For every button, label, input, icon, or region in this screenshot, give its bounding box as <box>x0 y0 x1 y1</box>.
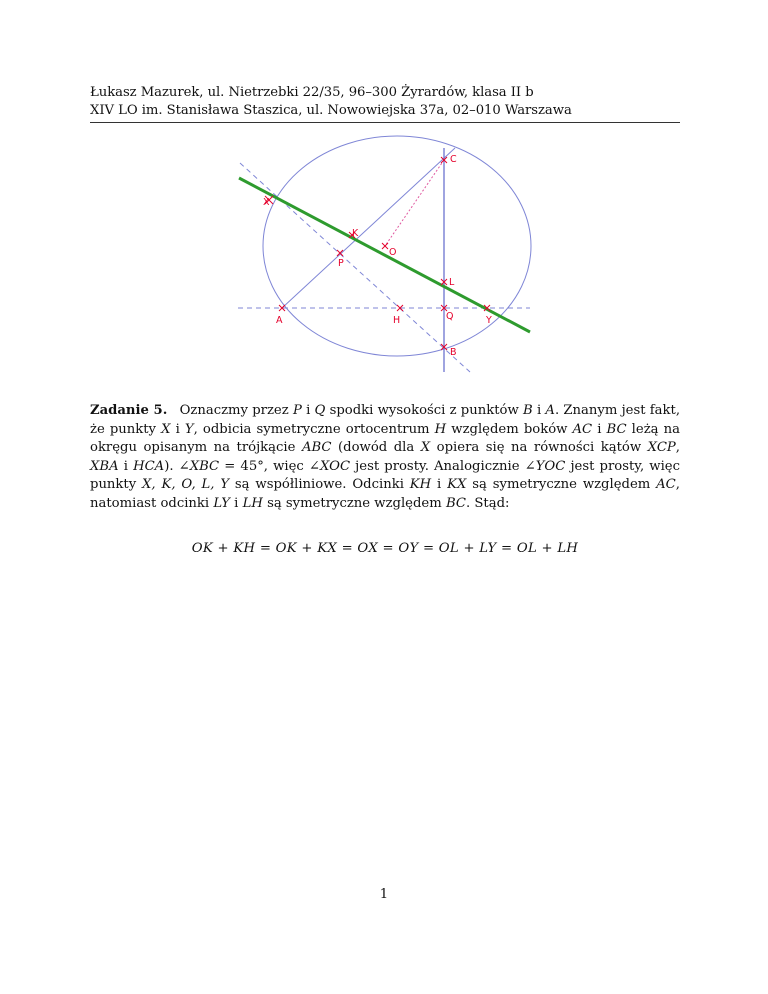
line-dashed-diagonal <box>240 163 470 372</box>
label-k: K <box>352 228 359 239</box>
equation: OK + KH = OK + KX = OX = OY = OL + LY = OL + LH <box>191 541 579 556</box>
label-o: O <box>389 247 397 258</box>
page-number: 1 <box>379 887 389 902</box>
label-a: A <box>276 315 283 326</box>
problem-title: Zadanie 5. <box>90 403 168 418</box>
label-c: C <box>450 154 457 165</box>
label-l: L <box>449 277 455 288</box>
label-p: P <box>338 258 344 269</box>
line-dotted-co <box>385 160 444 246</box>
label-b: B <box>450 347 457 358</box>
label-h: H <box>393 315 401 326</box>
problem-text: Zadanie 5. Oznaczmy przez P i Q spodki wysokości z punktów B i A. Znanym jest fakt, że punkty X i Y, odbicia symetryczne ortocentrum H względem boków AC i BC leżą na okręgu opisanym na trójkącie ABC (dowód dla X opiera się na równości kątów XCP, XBA i HCA). ∠XBC = 45°, więc ∠XOC jest prosty. Analogicznie ∠YOC jest prosty, więc punkty X, K, O, L, Y są współliniowe. Odcinki KH i KX są symetryczne względem AC, natomiast odcinki LY i LH są symetryczne względem BC. Stąd: <box>90 403 681 511</box>
header-line-1: Łukasz Mazurek, ul. Nietrzebki 22/35, 96–300 Żyrardów, klasa II b <box>90 85 534 100</box>
header-line-2: XIV LO im. Stanisława Staszica, ul. Nowowiejska 37a, 02–010 Warszawa <box>90 103 572 118</box>
label-y: Y <box>486 315 492 326</box>
line-ac <box>282 148 455 308</box>
label-x: X <box>263 197 270 208</box>
label-q: Q <box>446 311 454 322</box>
